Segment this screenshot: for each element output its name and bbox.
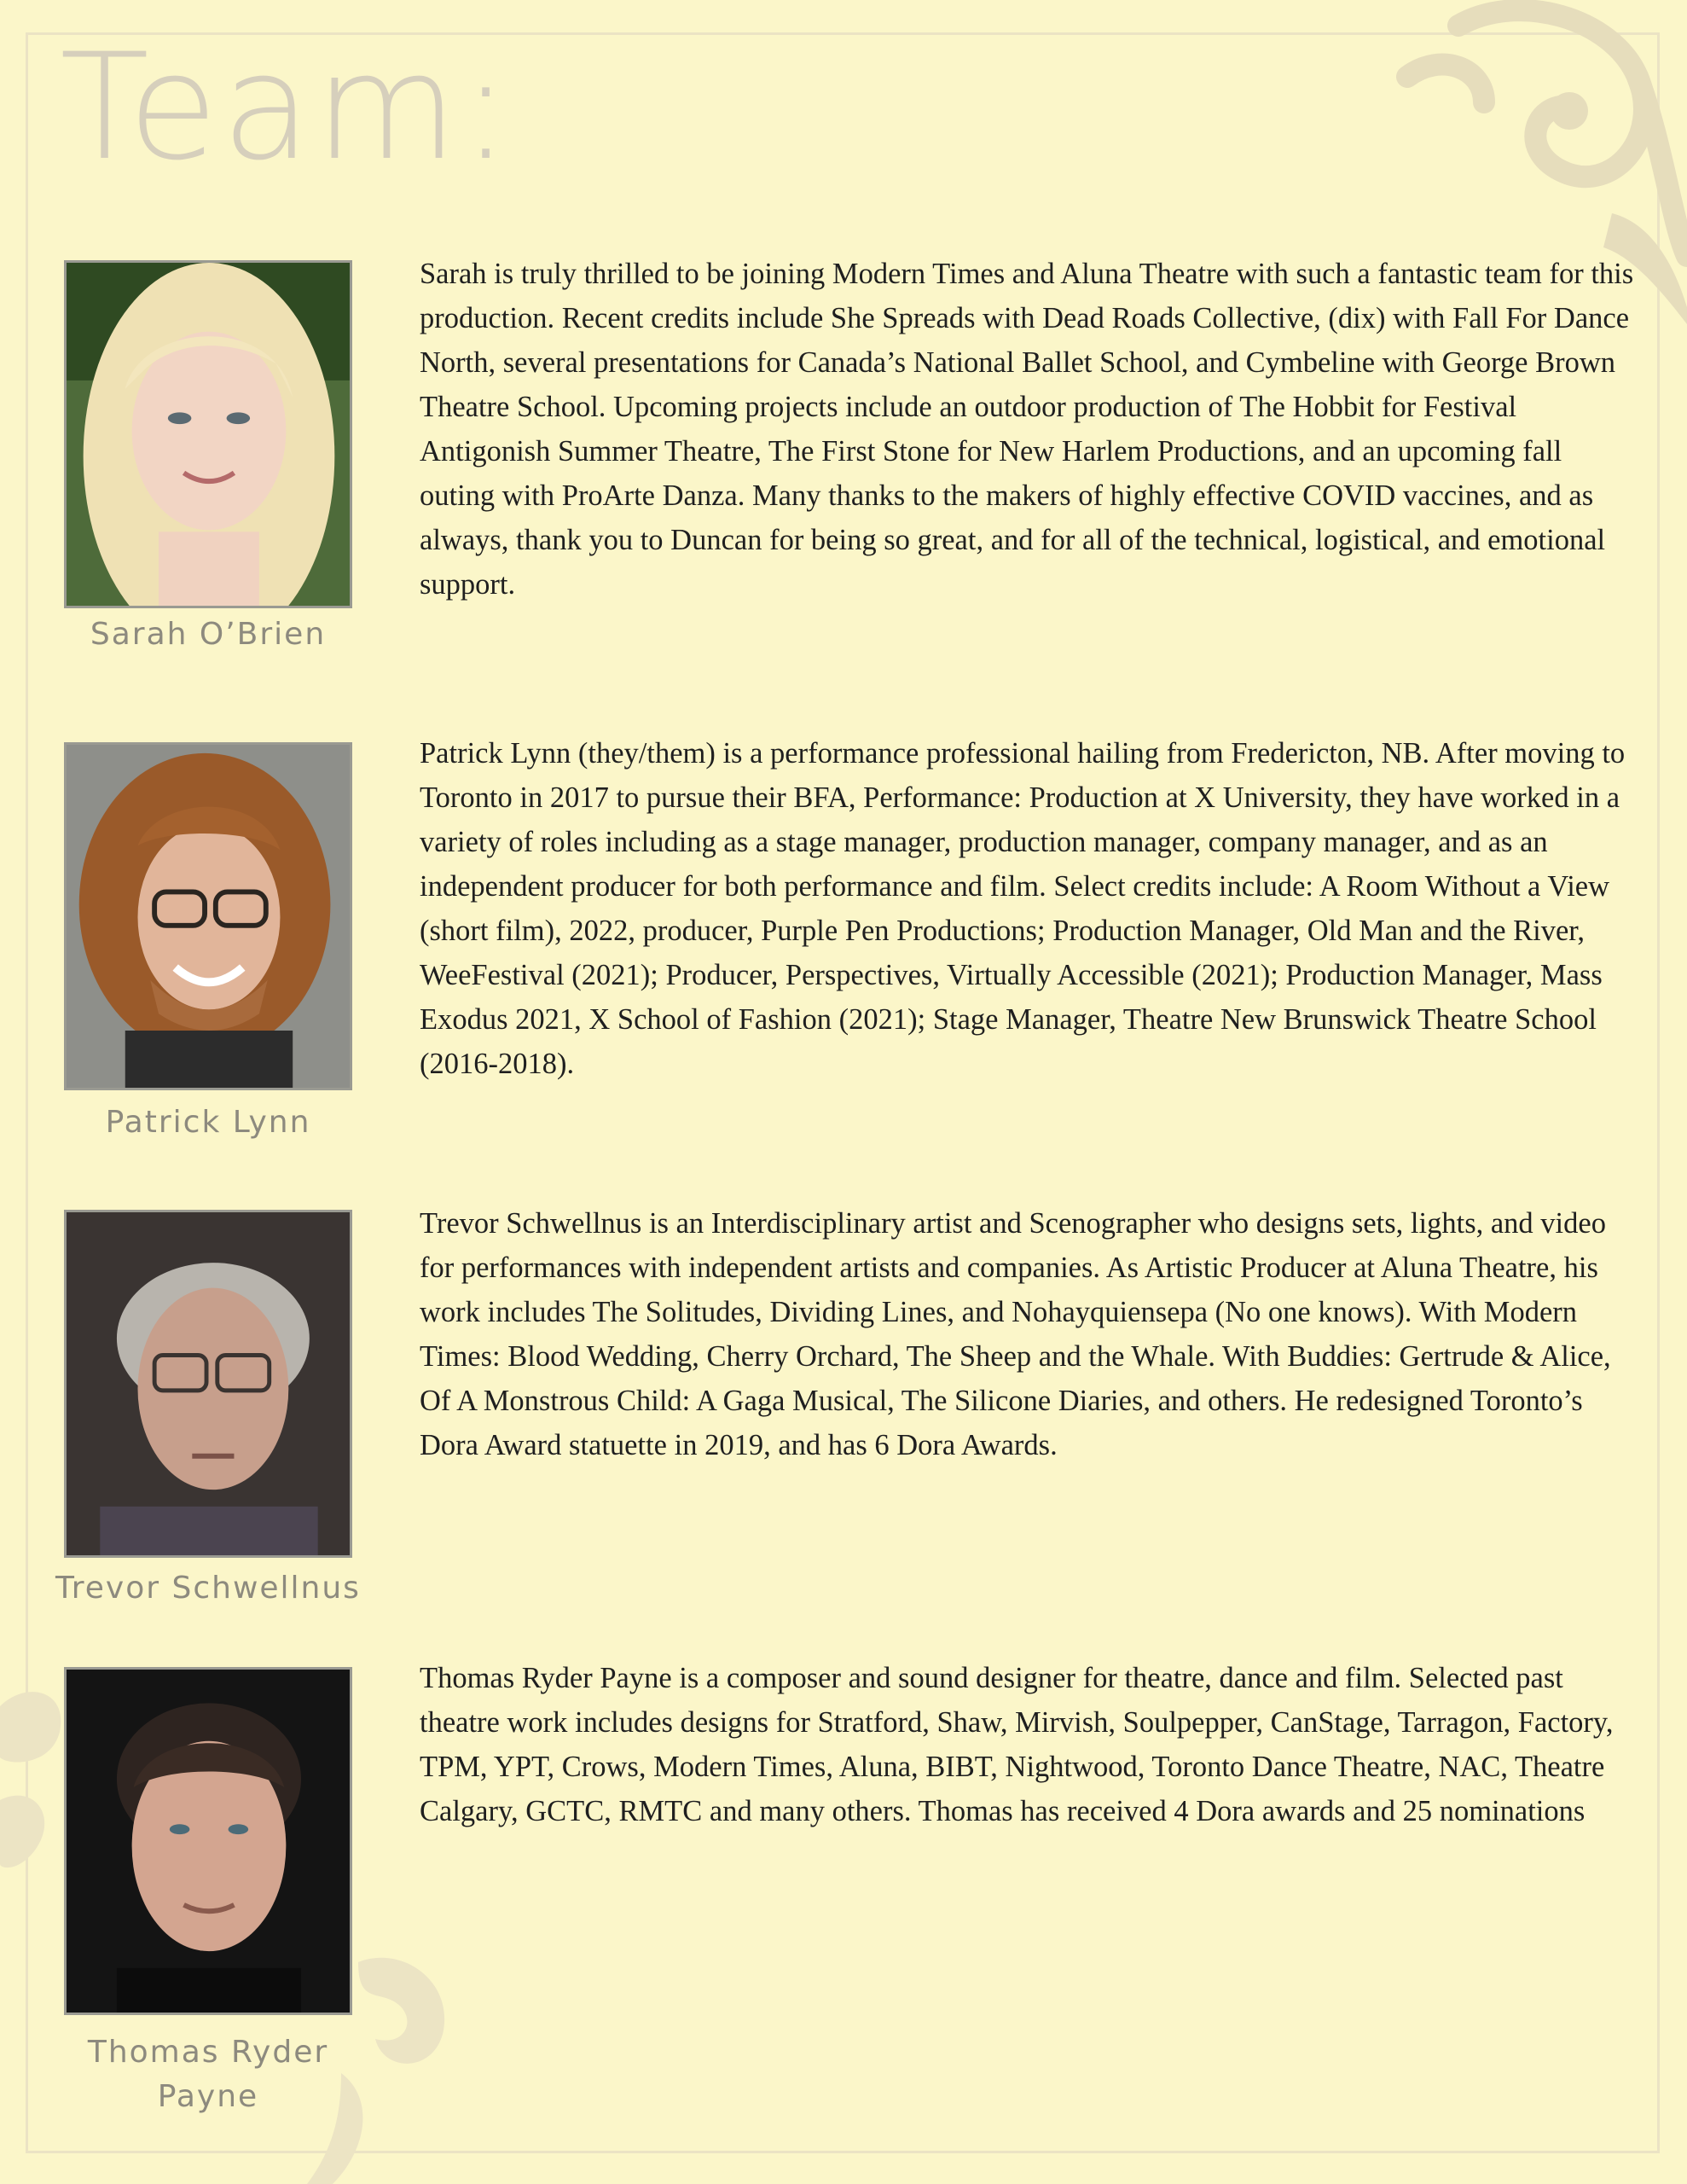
portrait-image — [67, 1212, 350, 1555]
member-bio: Sarah is truly thrilled to be joining Modern Times and Aluna Theatre with such a fantastic team for this production. Recent credits include She Spreads with Dead Roads Collective, (dix) with Fall For Dance North, several presentations for Canada’s National Ballet School, and Cymbeline with George Brown Theatre School. Upcoming projects include an outdoor production of The Hobbit for Festival Antigonish Summer Theatre, The First Stone for New Harlem Productions, and an upcoming fall outing with ProArte Danza. Many thanks to the makers of highly effective COVID vaccines, and as always, thank you to Duncan for being so great, and for all of the technical, logistical, and emotional support. — [420, 258, 1634, 601]
portrait-image — [67, 1670, 350, 2013]
portrait-photo — [64, 1667, 352, 2015]
member-name: Thomas Ryder Payne — [87, 2035, 329, 2114]
portrait-photo — [64, 260, 352, 608]
member-bio: Patrick Lynn (they/them) is a performance professional hailing from Fredericton, NB. After moving to Toronto in 2017 to pursue their BFA, Performance: Production at X University, they have worked in a variety of roles including as a stage manager, production manager, company manager, and as an independent producer for both performance and film. Select credits include: A Room Without a View (short film), 2022, producer, Purple Pen Productions; Production Manager, Old Man and the River, WeeFestival (2021); Producer, Perspectives, Virtually Accessible (2021); Production Manager, Mass Exodus 2021, X School of Fashion (2021); Stage Manager, Theatre New Brunswick Theatre School (2016-2018). — [420, 737, 1626, 1080]
member-bio: Trevor Schwellnus is an Interdisciplinary artist and Scenographer who designs sets, lights, and video for performances with independent artists and companies. As Artistic Producer at Aluna Theatre, his work includes The Solitudes, Dividing Lines, and Nohayquiensepa (No one knows). With Modern Times: Blood Wedding, Cherry Orchard, The Sheep and the Whale. With Buddies: Gertrude & Alice, Of A Monstrous Child: A Gaga Musical, The Silicone Diaries, and others. He redesigned Toronto’s Dora Award statuette in 2019, and has 6 Dora Awards. — [420, 1207, 1611, 1461]
page-title: Team: — [60, 21, 514, 193]
member-bio: Thomas Ryder Payne is a composer and sound designer for theatre, dance and film. Selected past theatre work includes designs for Stratford, Shaw, Mirvish, Soulpepper, CanStage, Tarragon, Factory, TPM, YPT, Crows, Modern Times, Aluna, BIBT, Nightwood, Toronto Dance Theatre, NAC, Theatre Calgary, GCTC, RMTC and many others. Thomas has received 4 Dora awards and 25 nominations — [420, 1662, 1614, 1827]
member-name: Trevor Schwellnus — [55, 1571, 361, 1606]
portrait-photo — [64, 1210, 352, 1558]
member-name: Patrick Lynn — [105, 1105, 311, 1140]
portrait-image — [67, 263, 350, 606]
member-name: Sarah O’Brien — [90, 617, 327, 652]
portrait-image — [67, 745, 350, 1088]
portrait-photo — [64, 742, 352, 1090]
